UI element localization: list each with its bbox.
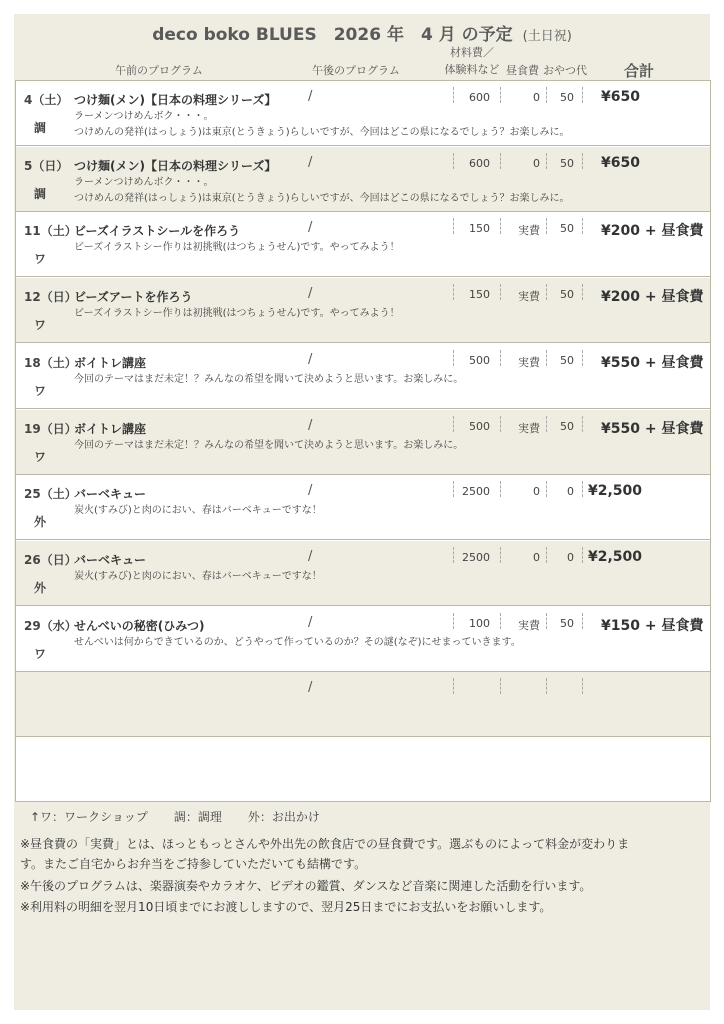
row-total: ¥550 + 昼食費 xyxy=(601,355,704,371)
column-divider xyxy=(500,547,501,563)
row-total: ¥200 + 昼食費 xyxy=(601,223,704,239)
column-divider xyxy=(582,416,583,432)
column-divider xyxy=(582,678,583,694)
table-row xyxy=(16,410,710,475)
row-description-line: ラーメンつけめんボク・・・。 xyxy=(74,177,214,188)
row-snack-fee: 50 xyxy=(560,288,574,301)
column-divider xyxy=(546,678,547,694)
row-material-fee: 600 xyxy=(469,91,490,104)
column-divider xyxy=(546,218,547,234)
row-description xyxy=(74,109,570,141)
header-total: 合計 xyxy=(624,62,655,80)
note-lunch xyxy=(20,834,710,874)
row-description-line: せんべいは何からできているのか、どうやって作っているのか？その謎(なぞ)にせまっていきます。 xyxy=(74,637,521,648)
row-pm-slash: / xyxy=(308,89,313,104)
row-snack-fee: 50 xyxy=(560,157,574,170)
legend xyxy=(30,808,346,825)
column-divider xyxy=(500,416,501,432)
row-date: 4（土） xyxy=(24,93,69,107)
row-pm-slash: / xyxy=(308,549,313,564)
row-description xyxy=(74,372,463,388)
column-divider xyxy=(453,481,454,497)
note-payment: ※利用料の明細を翌月10日頃までにお渡ししますので、翌月25日までにお支払いをお願いします。 xyxy=(20,900,552,914)
row-lunch-fee: 実費 xyxy=(518,619,540,632)
row-program-name: せんべいの秘密(ひみつ) xyxy=(74,619,205,633)
row-description-line: ビーズイラストシー作りは初挑戦(はつちょうせん)です。やってみよう！ xyxy=(74,242,400,253)
note-lunch-line2: す。またご自宅からお弁当をご持参していただいても結構です。 xyxy=(20,857,367,871)
row-kind: 調 xyxy=(34,121,47,135)
row-program-name: バーベキュー xyxy=(74,487,147,501)
row-snack-fee: 50 xyxy=(560,354,574,367)
column-divider xyxy=(500,218,501,234)
page-title xyxy=(0,20,724,45)
row-description xyxy=(74,503,322,519)
column-divider xyxy=(582,613,583,629)
row-program-name: ビーズアートを作ろう xyxy=(74,290,193,304)
row-kind: ワ xyxy=(34,318,47,332)
table-row xyxy=(16,672,710,737)
row-pm-slash: / xyxy=(308,220,313,235)
row-total: ¥2,500 xyxy=(588,483,643,499)
row-program-name: つけ麺(メン)【日本の料理シリーズ】 xyxy=(74,93,277,107)
row-description-line: 今回のテーマはまだ未定！？みんなの希望を聞いて決めようと思います。お楽しみに。 xyxy=(74,440,464,451)
row-lunch-fee: 実費 xyxy=(518,290,540,303)
column-divider xyxy=(546,284,547,300)
row-material-fee: 150 xyxy=(469,288,490,301)
row-kind: 調 xyxy=(34,187,47,201)
row-material-fee: 2500 xyxy=(462,485,490,498)
header-snack: おやつ代 xyxy=(543,64,587,77)
column-divider xyxy=(453,87,454,103)
column-divider xyxy=(546,613,547,629)
column-divider xyxy=(500,613,501,629)
header-material-line1: 材料費／ xyxy=(450,46,494,59)
row-date: 5（日） xyxy=(24,159,69,173)
column-divider xyxy=(500,350,501,366)
row-total: ¥150 + 昼食費 xyxy=(601,618,704,634)
legend-cooking: 調：調理 xyxy=(173,810,222,824)
row-material-fee: 500 xyxy=(469,420,490,433)
column-divider xyxy=(582,153,583,169)
column-divider xyxy=(582,350,583,366)
legend-outing: 外：お出かけ xyxy=(247,810,320,824)
column-divider xyxy=(582,284,583,300)
row-date: 11（土） xyxy=(24,224,77,238)
row-description-line: つけめんの発祥(はっしょう)は東京(とうきょう)らしいですが、今回はどこの県になるでしょう？お楽しみに。 xyxy=(74,127,570,138)
row-date: 29（水） xyxy=(24,619,77,633)
row-total: ¥650 xyxy=(601,89,640,105)
column-divider xyxy=(453,416,454,432)
row-description xyxy=(74,240,400,256)
row-snack-fee: 50 xyxy=(560,91,574,104)
table-row xyxy=(16,212,710,277)
row-program-name: ビーズイラストシールを作ろう xyxy=(74,224,241,238)
row-snack-fee: 0 xyxy=(567,485,574,498)
header-pm: 午後のプログラム xyxy=(312,64,400,77)
row-snack-fee: 0 xyxy=(567,551,574,564)
row-snack-fee: 50 xyxy=(560,617,574,630)
column-divider xyxy=(546,481,547,497)
row-description-line: 炭火(すみび)と肉のにおい、春はバーベキューですな！ xyxy=(74,505,322,516)
row-pm-slash: / xyxy=(308,680,313,695)
row-snack-fee: 50 xyxy=(560,420,574,433)
table-row xyxy=(16,147,710,212)
row-pm-slash: / xyxy=(308,155,313,170)
row-program-name: つけ麺(メン)【日本の料理シリーズ】 xyxy=(74,159,277,173)
row-kind: ワ xyxy=(34,384,47,398)
row-description-line: 今回のテーマはまだ未定！？みんなの希望を聞いて決めようと思います。お楽しみに。 xyxy=(74,374,464,385)
table-row xyxy=(16,541,710,606)
row-lunch-fee: 実費 xyxy=(518,356,540,369)
row-lunch-fee: 0 xyxy=(533,551,540,564)
row-date: 26（日） xyxy=(24,553,77,567)
row-date: 12（日） xyxy=(24,290,77,304)
column-divider xyxy=(546,416,547,432)
column-divider xyxy=(500,153,501,169)
row-total: ¥650 xyxy=(601,155,640,171)
row-description xyxy=(74,438,463,454)
row-program-name: ボイトレ講座 xyxy=(74,356,147,370)
column-divider xyxy=(500,87,501,103)
column-divider xyxy=(546,87,547,103)
row-kind: 外 xyxy=(34,581,47,595)
title-days: (土日祝) xyxy=(522,29,572,44)
row-kind: ワ xyxy=(34,647,47,661)
row-lunch-fee: 実費 xyxy=(518,224,540,237)
table-row xyxy=(16,475,710,540)
column-divider xyxy=(453,350,454,366)
header-material-line2: 体験料など xyxy=(444,63,500,76)
column-divider xyxy=(582,481,583,497)
title-text: deco boko BLUES 2026 年 4 月 の予定 xyxy=(152,25,513,45)
table-row xyxy=(16,607,710,672)
header-material xyxy=(444,44,500,78)
row-material-fee: 100 xyxy=(469,617,490,630)
column-divider xyxy=(453,153,454,169)
row-program-name: バーベキュー xyxy=(74,553,147,567)
header-am: 午前のプログラム xyxy=(115,64,203,77)
row-total: ¥550 + 昼食費 xyxy=(601,421,704,437)
column-divider xyxy=(546,350,547,366)
table-row xyxy=(16,81,710,146)
column-divider xyxy=(453,678,454,694)
row-lunch-fee: 0 xyxy=(533,157,540,170)
row-pm-slash: / xyxy=(308,286,313,301)
header-lunch: 昼食費 xyxy=(506,64,539,77)
row-description xyxy=(74,306,400,322)
row-kind: 外 xyxy=(34,515,47,529)
row-total: ¥200 + 昼食費 xyxy=(601,289,704,305)
row-description xyxy=(74,569,322,585)
row-lunch-fee: 0 xyxy=(533,91,540,104)
row-description-line: 炭火(すみび)と肉のにおい、春はバーベキューですな！ xyxy=(74,571,322,582)
legend-workshop: ↑ワ：ワークショップ xyxy=(30,810,148,824)
column-divider xyxy=(582,87,583,103)
row-lunch-fee: 実費 xyxy=(518,422,540,435)
row-description-line: つけめんの発祥(はっしょう)は東京(とうきょう)らしいですが、今回はどこの県になるでしょう？お楽しみに。 xyxy=(74,193,570,204)
column-divider xyxy=(500,481,501,497)
column-divider xyxy=(500,678,501,694)
row-pm-slash: / xyxy=(308,483,313,498)
row-material-fee: 600 xyxy=(469,157,490,170)
column-divider xyxy=(453,284,454,300)
row-material-fee: 150 xyxy=(469,222,490,235)
row-pm-slash: / xyxy=(308,615,313,630)
row-kind: ワ xyxy=(34,252,47,266)
table-row xyxy=(16,278,710,343)
row-date: 19（日） xyxy=(24,422,77,436)
column-divider xyxy=(546,153,547,169)
column-divider xyxy=(500,284,501,300)
row-description-line: ビーズイラストシー作りは初挑戦(はつちょうせん)です。やってみよう！ xyxy=(74,308,400,319)
row-material-fee: 500 xyxy=(469,354,490,367)
row-material-fee: 2500 xyxy=(462,551,490,564)
column-divider xyxy=(453,613,454,629)
row-snack-fee: 50 xyxy=(560,222,574,235)
row-program-name: ボイトレ講座 xyxy=(74,422,147,436)
row-description xyxy=(74,635,521,651)
row-total: ¥2,500 xyxy=(588,549,643,565)
row-description-line: ラーメンつけめんボク・・・。 xyxy=(74,111,214,122)
column-divider xyxy=(546,547,547,563)
row-description xyxy=(74,175,570,207)
schedule-table xyxy=(15,80,711,802)
row-lunch-fee: 0 xyxy=(533,485,540,498)
row-date: 18（土） xyxy=(24,356,77,370)
row-date: 25（土） xyxy=(24,487,77,501)
column-divider xyxy=(453,547,454,563)
row-kind: ワ xyxy=(34,450,47,464)
column-divider xyxy=(582,218,583,234)
row-pm-slash: / xyxy=(308,418,313,433)
table-row xyxy=(16,344,710,409)
note-afternoon: ※午後のプログラムは、楽器演奏やカラオケ、ビデオの鑑賞、ダンスなど音楽に関連した活動を行います。 xyxy=(20,879,592,893)
column-divider xyxy=(453,218,454,234)
column-divider xyxy=(582,547,583,563)
note-lunch-line1: ※昼食費の「実費」とは、ほっともっとさんや外出先の飲食店での昼食費です。選ぶものによって料金が変わりま xyxy=(20,837,630,851)
row-pm-slash: / xyxy=(308,352,313,367)
